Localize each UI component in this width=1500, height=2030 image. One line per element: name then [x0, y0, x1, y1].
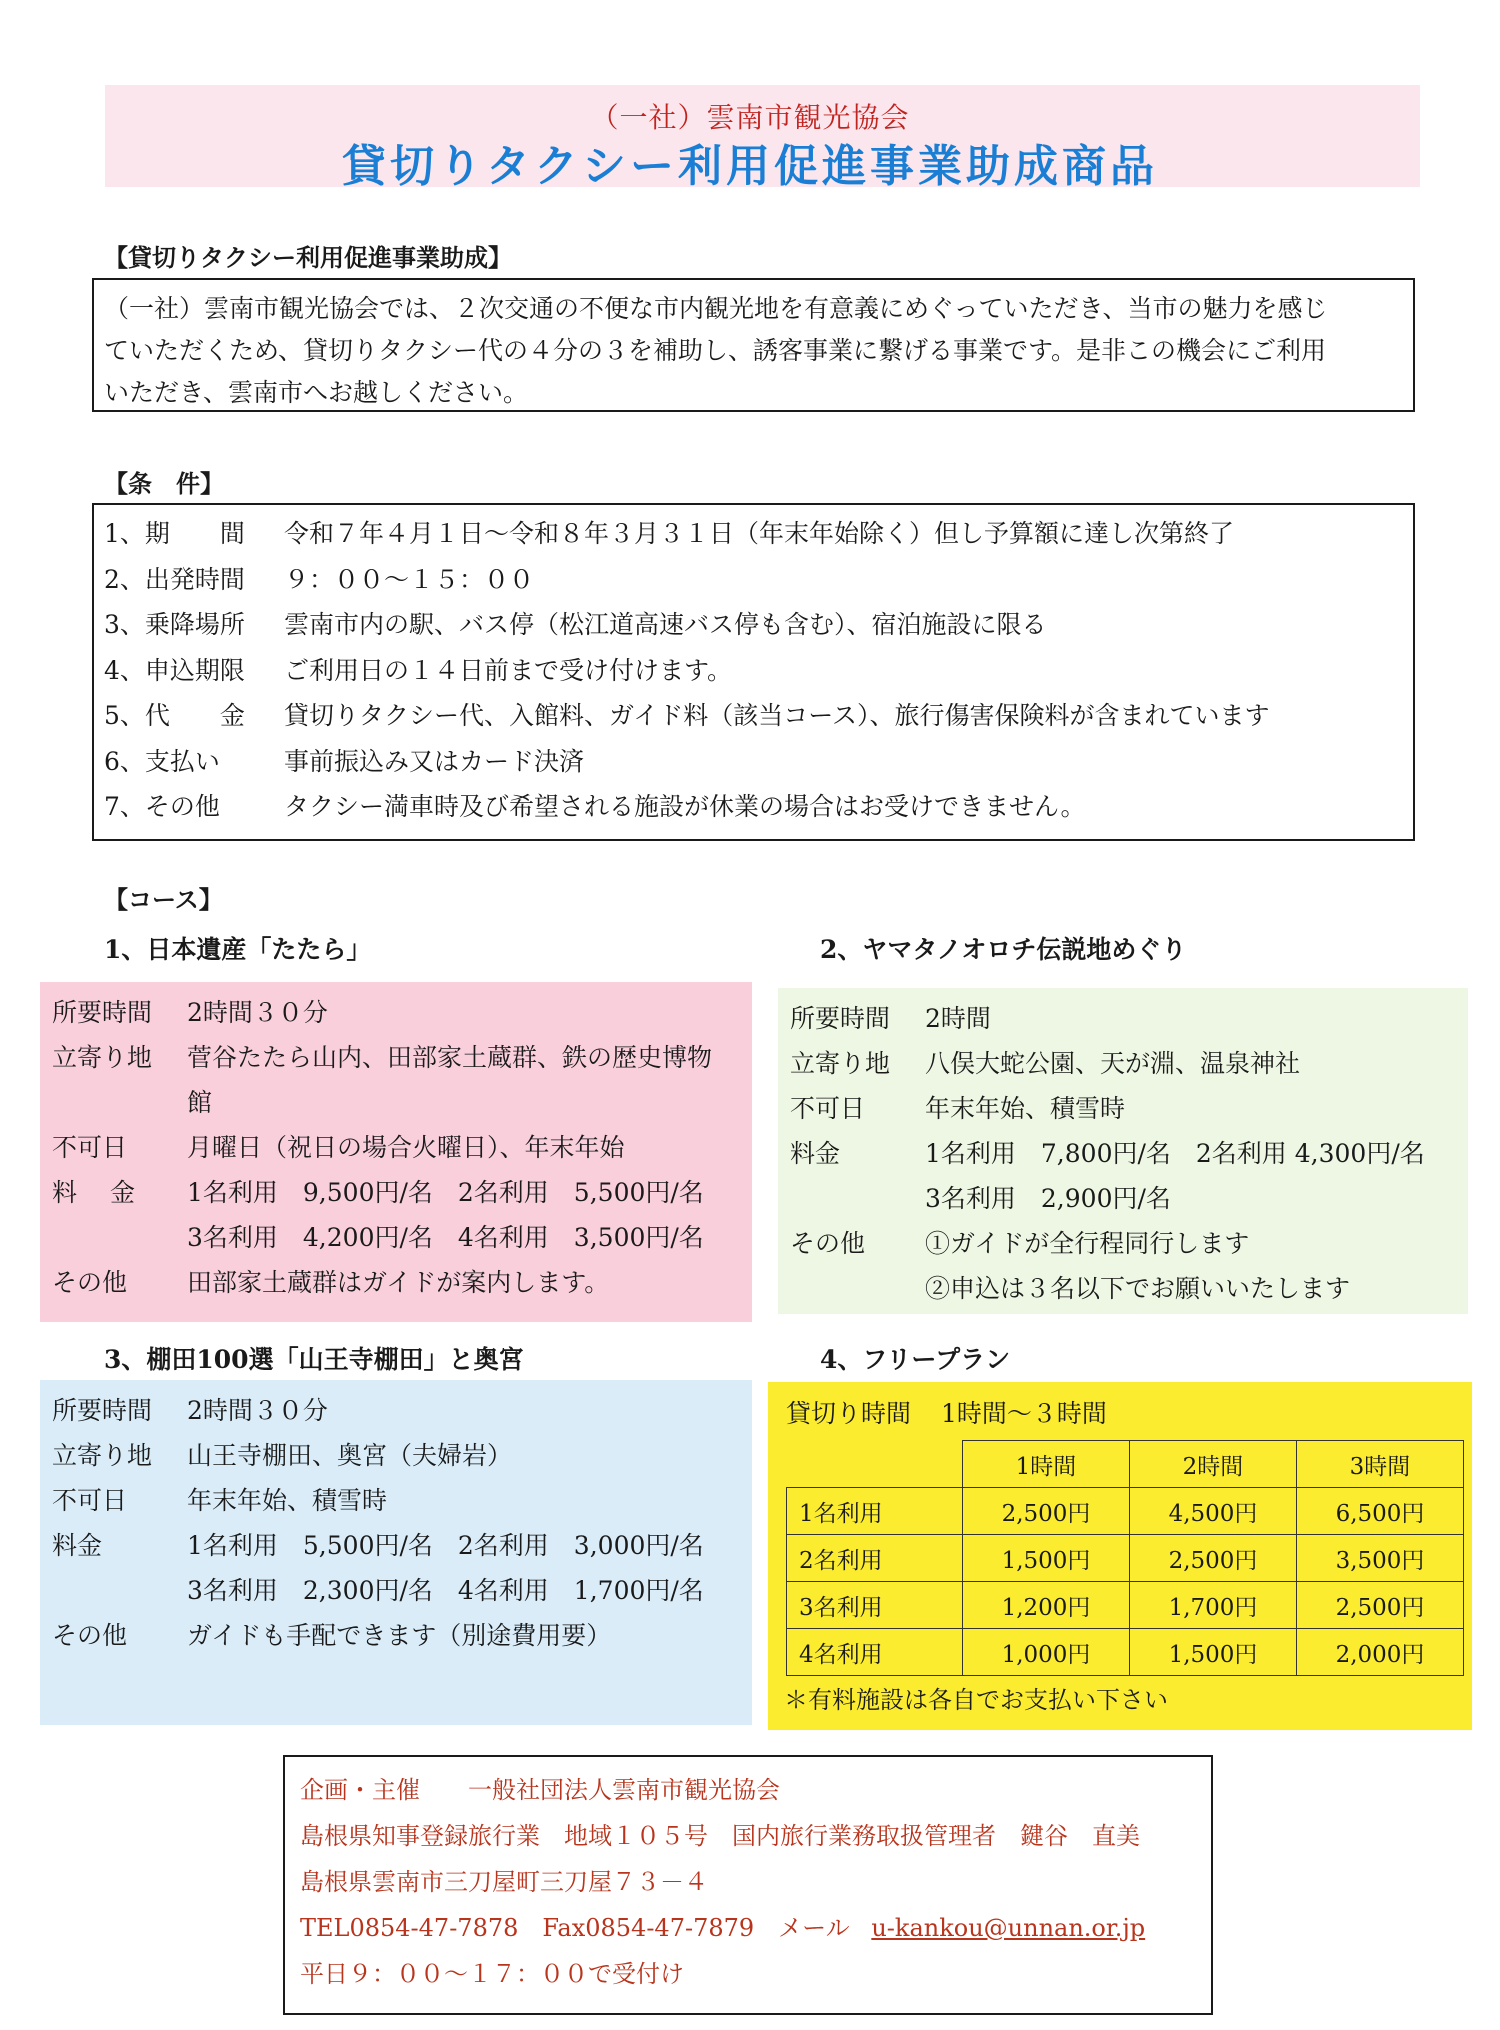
course-value: 1名利用 7,800円/名 2名利用 4,300円/名 — [925, 1139, 1425, 1168]
price-cell: 6,500円 — [1297, 1488, 1464, 1535]
course-row — [52, 1433, 740, 1478]
condition-label: 6、支払い — [104, 746, 220, 776]
footer-contact — [300, 1905, 1196, 1951]
course-row — [790, 996, 1456, 1041]
course-value: ②申込は３名以下でお願いいたします — [925, 1274, 1351, 1303]
course-value: 1名利用 9,500円/名 2名利用 5,500円/名 — [187, 1178, 704, 1207]
course-label: 立寄り地 — [790, 1049, 891, 1078]
free-plan-time-value: 1時間～３時間 — [940, 1399, 1107, 1428]
price-cell: 1,500円 — [1130, 1629, 1297, 1676]
course3-title: 3、棚田100選「山王寺棚田」と奥宮 — [104, 1345, 524, 1374]
course-value: 3名利用 2,300円/名 4名利用 1,700円/名 — [187, 1576, 704, 1605]
free-plan-time-label: 貸切り時間 — [786, 1399, 912, 1428]
column-header: 1時間 — [963, 1441, 1130, 1488]
conditions-box — [92, 503, 1415, 841]
course-value: 菅谷たたら山内、田部家土蔵群、鉄の歴史博物 — [187, 1043, 713, 1072]
course-row — [52, 1080, 740, 1125]
table-header-row — [787, 1441, 1464, 1488]
footer-address: 島根県雲南市三刀屋町三刀屋７３－４ — [300, 1868, 708, 1896]
price-cell: 1,700円 — [1130, 1582, 1297, 1629]
course2-title: 2、ヤマタノオロチ伝説地めぐり — [820, 935, 1187, 964]
course-value: ガイドも手配できます（別途費用要） — [187, 1621, 612, 1650]
conditions-heading: 【条 件】 — [104, 469, 224, 498]
course-row — [52, 1260, 740, 1305]
price-cell: 1,200円 — [963, 1582, 1130, 1629]
course1-panel — [40, 982, 752, 1322]
condition-value: ご利用日の１４日前まで受け付けます。 — [284, 655, 733, 685]
course-value: 2時間３０分 — [187, 1396, 328, 1425]
condition-row — [104, 648, 1403, 694]
row-label: 1名利用 — [787, 1488, 963, 1535]
course-row — [52, 1170, 740, 1215]
condition-label: 5、代 金 — [104, 701, 245, 730]
course-value: ①ガイドが全行程同行します — [925, 1229, 1250, 1258]
course-value: 1名利用 5,500円/名 2名利用 3,000円/名 — [187, 1531, 704, 1560]
course-row — [52, 990, 740, 1035]
course-row — [52, 1035, 740, 1080]
price-cell: 1,000円 — [963, 1629, 1130, 1676]
intro-box — [92, 278, 1415, 412]
course-label: 不可日 — [52, 1486, 128, 1515]
condition-value: タクシー満車時及び希望される施設が休業の場合はお受けできません。 — [284, 792, 1086, 821]
condition-label: 2、出発時間 — [104, 564, 245, 594]
condition-label: 7、その他 — [104, 792, 220, 821]
course-label: 料金 — [790, 1139, 841, 1168]
table-row — [787, 1629, 1464, 1676]
course-row — [52, 1523, 740, 1568]
condition-label: 4、申込期限 — [104, 655, 245, 685]
condition-row — [104, 739, 1403, 785]
course-label: 料金 — [52, 1531, 103, 1560]
column-header: 2時間 — [1130, 1441, 1297, 1488]
course-label: 立寄り地 — [52, 1043, 153, 1072]
row-label: 3名利用 — [787, 1582, 963, 1629]
price-cell: 2,500円 — [1297, 1582, 1464, 1629]
price-cell: 2,000円 — [1297, 1629, 1464, 1676]
table-row — [787, 1488, 1464, 1535]
course-row — [790, 1041, 1456, 1086]
footer-registration: 島根県知事登録旅行業 地域１０５号 国内旅行業務取扱管理者 鍵谷 直美 — [300, 1822, 1140, 1850]
condition-row — [104, 557, 1403, 603]
condition-row — [104, 784, 1403, 830]
course3-panel — [40, 1380, 752, 1725]
condition-row — [104, 511, 1403, 557]
row-label: 4名利用 — [787, 1629, 963, 1676]
table-row — [787, 1535, 1464, 1582]
course-value: 3名利用 2,900円/名 — [925, 1184, 1171, 1213]
price-cell: 2,500円 — [963, 1488, 1130, 1535]
course-row — [790, 1221, 1456, 1266]
footer-hours: 平日９：００～１７：００で受付け — [300, 1960, 684, 1988]
price-cell: 3,500円 — [1297, 1535, 1464, 1582]
course-row — [52, 1388, 740, 1433]
courses-heading: 【コース】 — [104, 885, 223, 914]
condition-value: 貸切りタクシー代、入館料、ガイド料（該当コース）、旅行傷害保険料が含まれています — [284, 701, 1270, 730]
course-value: 年末年始、積雪時 — [187, 1486, 388, 1515]
course-row — [52, 1478, 740, 1523]
course4-panel — [768, 1382, 1472, 1730]
course2-panel — [778, 988, 1468, 1314]
course-label: 所要時間 — [52, 998, 153, 1027]
intro-line: （一社）雲南市観光協会では、２次交通の不便な市内観光地を有意義にめぐっていただき、当市の魅力を感じ — [104, 294, 1328, 323]
org-name: （一社）雲南市観光協会 — [590, 101, 910, 134]
price-cell: 2,500円 — [1130, 1535, 1297, 1582]
free-plan-note: ＊有料施設は各自でお支払い下さい — [784, 1686, 1168, 1714]
course-row — [52, 1125, 740, 1170]
course-value: 八俣大蛇公園、天が淵、温泉神社 — [925, 1049, 1301, 1078]
free-plan-table — [786, 1440, 1464, 1676]
course-value: 年末年始、積雪時 — [925, 1094, 1126, 1123]
table-row — [787, 1582, 1464, 1629]
course-value: 館 — [187, 1088, 213, 1117]
intro-line: ていただくため、貸切りタクシー代の４分の３を補助し、誘客事業に繋げる事業です。是非この機会にご利用 — [104, 336, 1327, 365]
course1-title: 1、日本遺産「たたら」 — [104, 935, 372, 964]
course-label: その他 — [52, 1268, 128, 1297]
course-label: 料 金 — [52, 1178, 135, 1207]
condition-value: 雲南市内の駅、バス停（松江道高速バス停も含む）、宿泊施設に限る — [284, 610, 1047, 639]
course-row — [790, 1266, 1456, 1311]
course-row — [52, 1613, 740, 1658]
free-plan-time — [786, 1394, 1107, 1430]
page-title: 貸切りタクシー利用促進事業助成商品 — [342, 141, 1158, 192]
footer-box — [283, 1755, 1213, 2015]
intro-heading: 【貸切りタクシー利用促進事業助成】 — [104, 243, 512, 272]
course-value: 3名利用 4,200円/名 4名利用 3,500円/名 — [187, 1223, 704, 1252]
course-value: 2時間 — [925, 1004, 991, 1033]
course-row — [790, 1176, 1456, 1221]
course-value: 2時間３０分 — [187, 998, 328, 1027]
course4-title: 4、フリープラン — [820, 1345, 1011, 1374]
price-cell: 1,500円 — [963, 1535, 1130, 1582]
course-label: 所要時間 — [790, 1004, 891, 1033]
column-header: 3時間 — [1297, 1441, 1464, 1488]
course-row — [52, 1568, 740, 1613]
price-cell: 4,500円 — [1130, 1488, 1297, 1535]
condition-value: 令和７年４月１日～令和８年３月３１日（年末年始除く）但し予算額に達し次第終了 — [284, 519, 1235, 548]
intro-line: いただき、雲南市へお越しください。 — [104, 378, 529, 407]
email-link[interactable]: u-kankou@unnan.or.jp — [871, 1914, 1146, 1942]
condition-row — [104, 602, 1403, 648]
course-label: 不可日 — [790, 1094, 866, 1123]
course-row — [790, 1131, 1456, 1176]
course-row — [52, 1215, 740, 1260]
condition-value: 事前振込み又はカード決済 — [284, 746, 585, 776]
footer-tel-fax: TEL0854-47-7878 Fax0854-47-7879 メール — [300, 1914, 850, 1942]
course-label: その他 — [790, 1229, 866, 1258]
course-value: 月曜日（祝日の場合火曜日）、年末年始 — [187, 1133, 625, 1162]
course-label: 立寄り地 — [52, 1441, 153, 1470]
course-value: 山王寺棚田、奥宮（夫婦岩） — [187, 1441, 513, 1470]
course-label: 所要時間 — [52, 1396, 153, 1425]
condition-row — [104, 693, 1403, 739]
course-label: 不可日 — [52, 1133, 128, 1162]
footer-organizer: 企画・主催 一般社団法人雲南市観光協会 — [300, 1776, 780, 1804]
row-label: 2名利用 — [787, 1535, 963, 1582]
condition-label: 3、乗降場所 — [104, 610, 245, 639]
condition-value: ９：００～１５：００ — [284, 564, 535, 594]
condition-label: 1、期 間 — [104, 519, 245, 548]
course-value: 田部家土蔵群はガイドが案内します。 — [187, 1268, 610, 1297]
course-label: その他 — [52, 1621, 128, 1650]
course-row — [790, 1086, 1456, 1131]
